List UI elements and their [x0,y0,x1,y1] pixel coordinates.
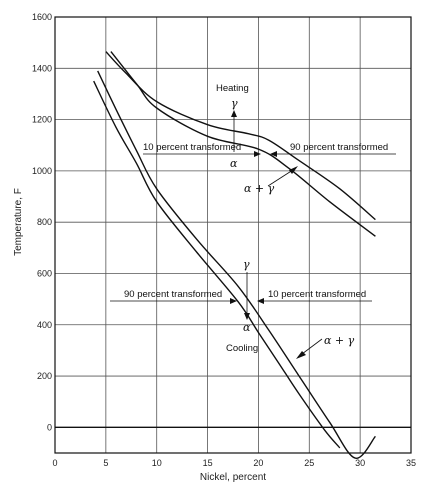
heat-10-percent-label: 10 percent transformed [143,142,242,153]
x-tick-label: 20 [253,458,264,468]
cool-90-percent-label: 90 percent transformed [124,289,223,300]
y-tick-label: 600 [36,268,52,279]
heating-label: Heating [216,83,249,94]
transformation-curve-3 [98,71,376,458]
alpha-top-label: α [230,157,238,170]
y-tick-label: 0 [46,422,52,433]
x-tick-label: 35 [405,458,417,468]
alpha-gamma-bottom-label: α + γ [324,334,355,347]
x-tick-label: 15 [202,458,213,468]
x-tick-label: 10 [151,458,162,468]
heat-10-arrowhead [254,151,261,157]
alpha-bottom-label: α [243,321,251,334]
y-tick-label: 400 [36,319,52,330]
y-tick-label: 1000 [31,165,52,176]
x-tick-label: 30 [355,458,366,468]
tick-labels [32,12,416,468]
transformation-curve-1 [106,52,376,220]
y-tick-label: 1400 [31,63,52,74]
gamma-top-arrowhead [231,110,237,117]
x-axis-title: Nickel, percent [199,472,267,483]
cool-10-percent-label: 10 percent transformed [268,289,367,300]
y-tick-label: 1200 [31,114,52,125]
x-tick-label: 25 [304,458,315,468]
heating-annotations [143,83,396,195]
x-tick-label: 0 [52,458,58,468]
alpha-gamma-top-label: α + γ [244,182,275,195]
y-tick-label: 200 [36,371,52,382]
heat-90-percent-label: 90 percent transformed [290,142,389,153]
gamma-bottom-label: γ [243,258,250,271]
cooling-label: Cooling [226,343,259,354]
x-tick-label: 5 [103,458,109,468]
y-tick-label: 1600 [31,12,52,22]
alpha-gamma-top-arrowhead [289,166,298,174]
y-axis-title: Temperature, F [13,188,24,256]
transformation-curve-4 [94,81,340,448]
gamma-top-label: γ [231,97,238,110]
y-tick-label: 800 [36,217,52,228]
